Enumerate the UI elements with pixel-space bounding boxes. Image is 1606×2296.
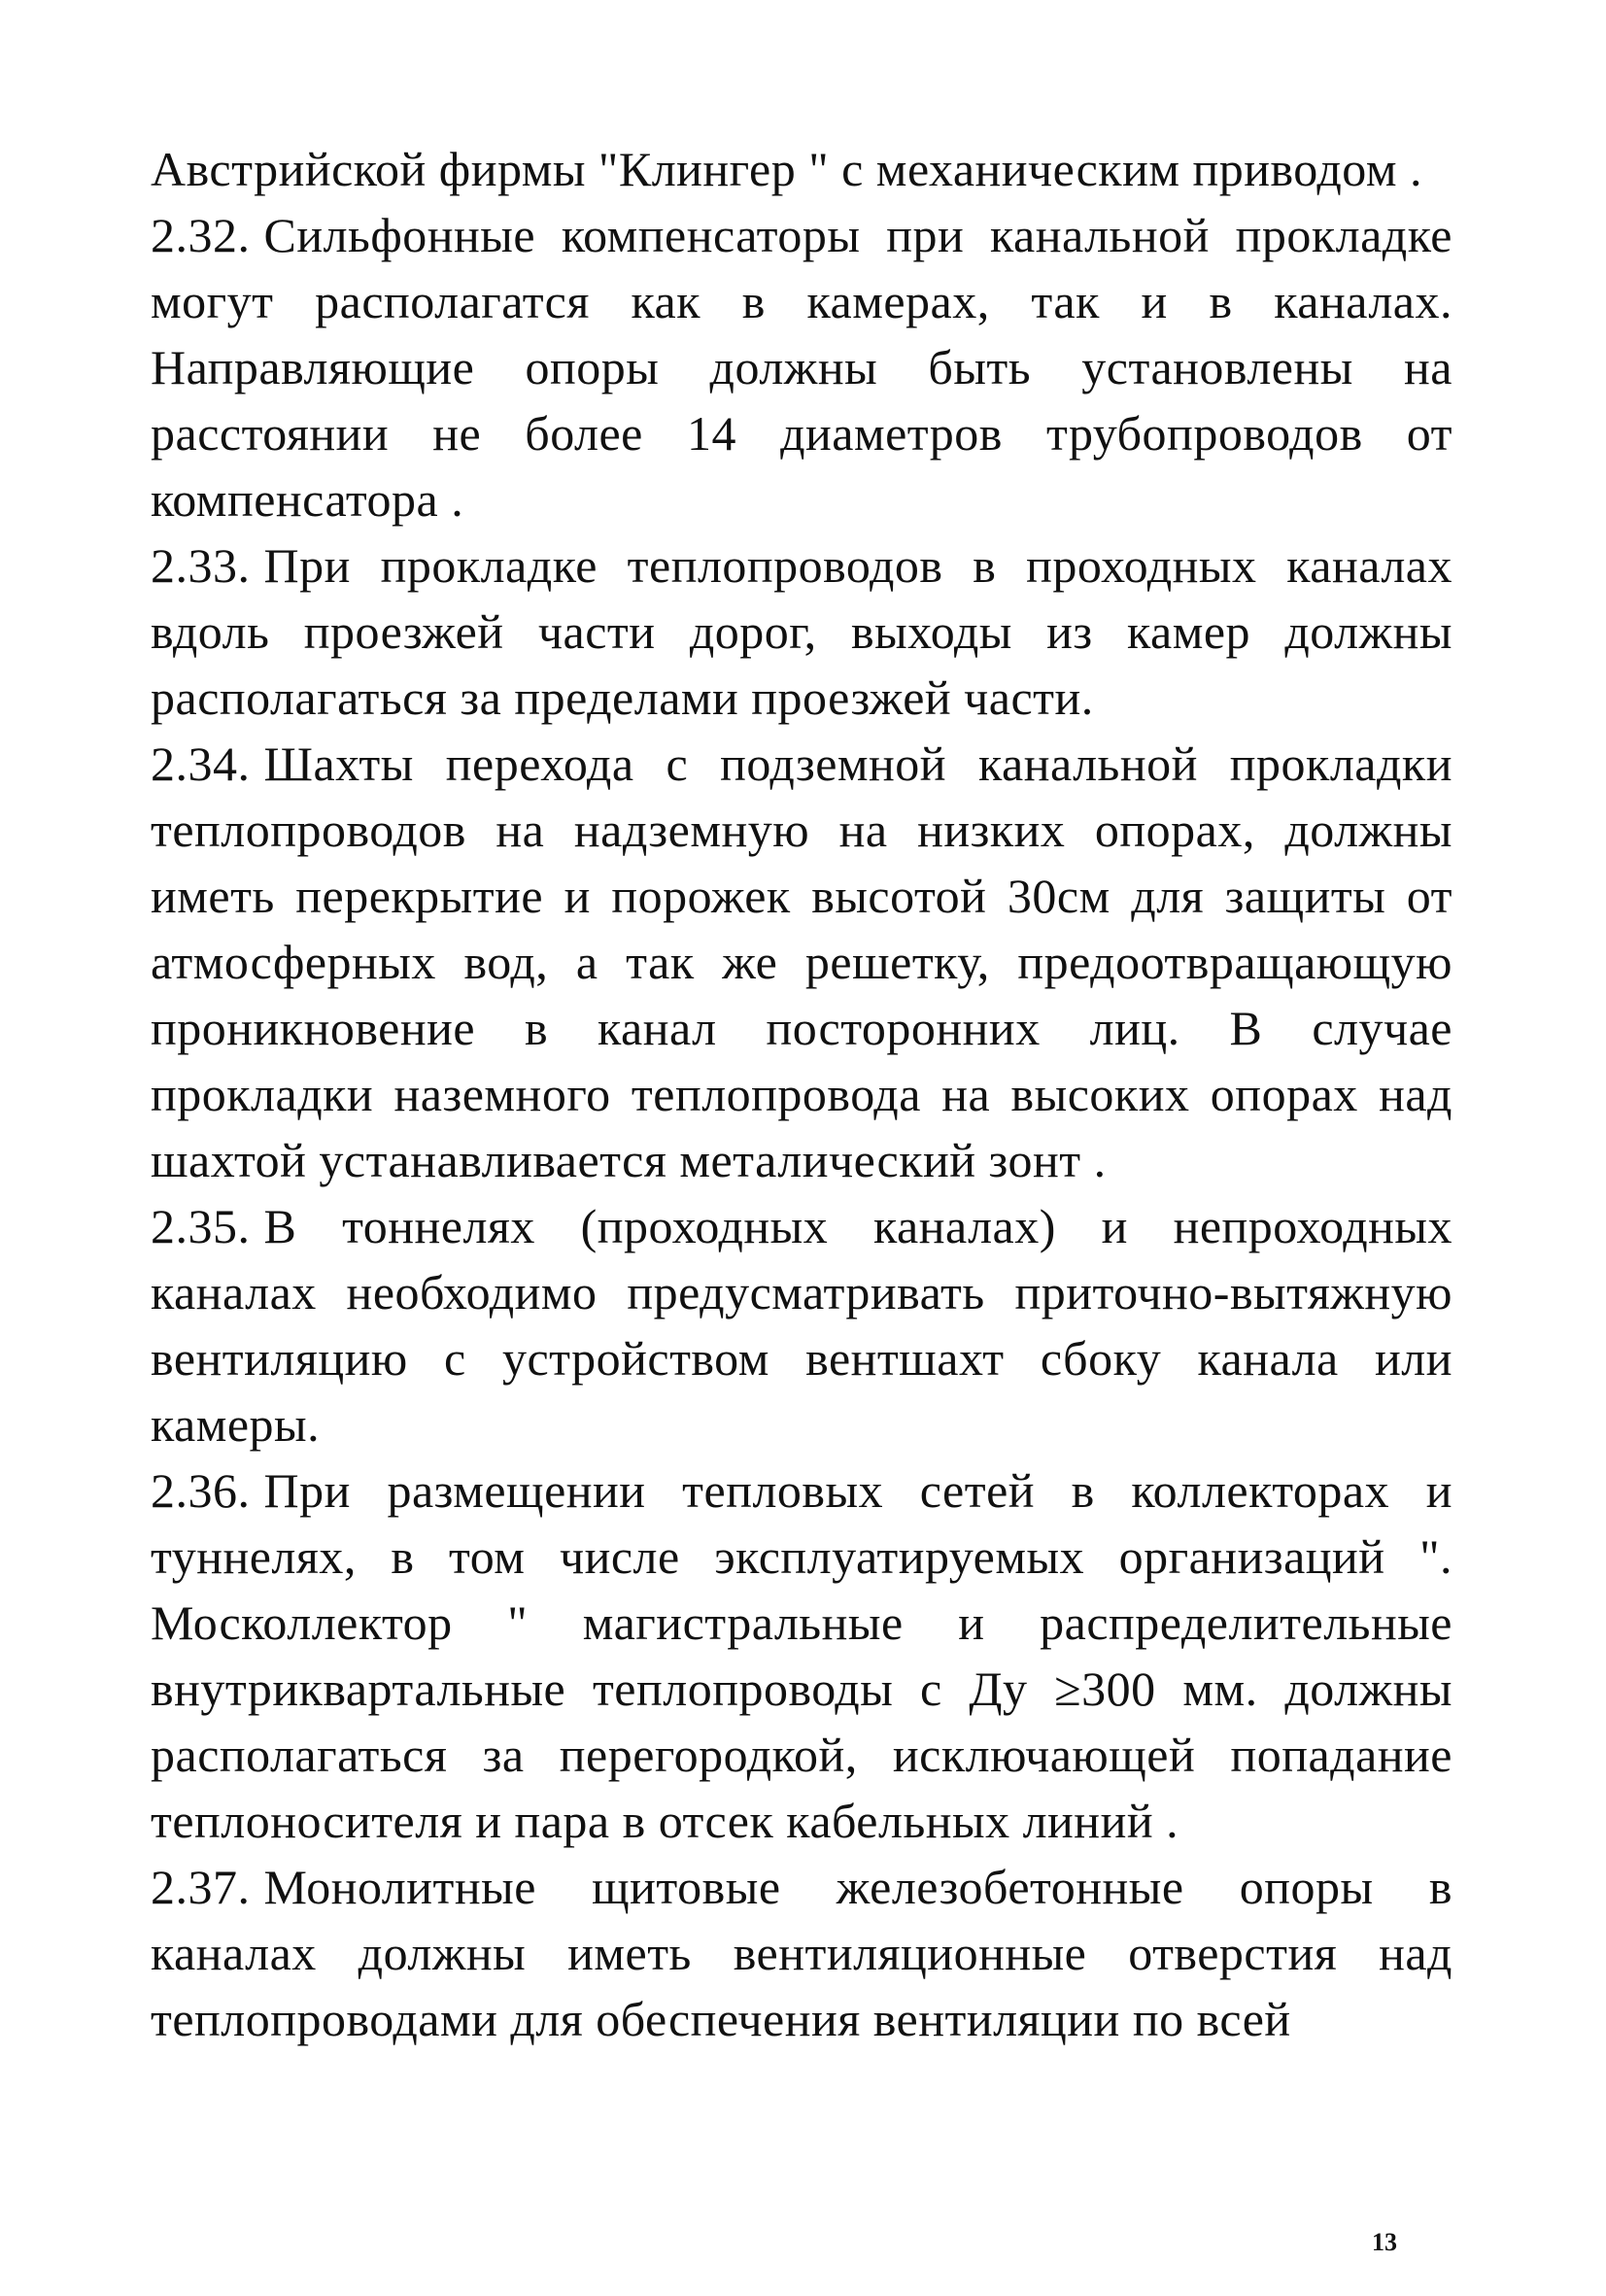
- paragraph-text: Шахты перехода с подземной канальной прокладки теплопроводов на надземную на низких опорах, должны иметь перекрытие и порожек высотой 30см для защиты от атмосферных вод, а так же решетку, предоотвращающую проникновение в канал посторонних лиц. В случае прокладки наземного теплопровода на высоких опорах над шахтой устанавливается металический зонт .: [151, 737, 1452, 1187]
- paragraph-text: При размещении тепловых сетей в коллекторах и туннелях, в том числе эксплуатируемых организаций ". Москоллектор " магистральные и распределительные внутриквартальные теплопроводы с Ду ≥300 мм. должны располагаться за перегородкой, исключающей попадание теплоносителя и пара в отсек кабельных линий .: [151, 1463, 1452, 1848]
- paragraph-text: При прокладке теплопроводов в проходных каналах вдоль проезжей части дорог, выходы из камер должны располагаться за пределами проезжей части.: [151, 538, 1452, 725]
- paragraph-2-34: [151, 731, 1452, 1193]
- body-text: [151, 136, 1452, 2052]
- paragraph-text: В тоннелях (проходных каналах) и непроходных каналах необходимо предусматривать приточно-вытяжную вентиляцию с устройством вентшахт сбоку канала или камеры.: [151, 1199, 1452, 1452]
- paragraph-text: Сильфонные компенсаторы при канальной прокладке могут располагатся как в камерах, так и в каналах. Направляющие опоры должны быть установлены на расстоянии не более 14 диаметров трубопроводов от компенсатора .: [151, 208, 1452, 527]
- paragraph-number: 2.34.: [151, 737, 251, 791]
- paragraph-text: Монолитные щитовые железобетонные опоры в каналах должны иметь вентиляционные отверстия над теплопроводами для обеспечения вентиляции по всей: [151, 1860, 1452, 2046]
- paragraph-number: 2.36.: [151, 1463, 251, 1518]
- paragraph-text: Австрийской фирмы "Клингер " с механическим приводом .: [151, 142, 1422, 196]
- paragraph-number: 2.33.: [151, 538, 251, 593]
- paragraph-number: 2.37.: [151, 1860, 251, 1914]
- paragraph-2-33: [151, 532, 1452, 731]
- page-number: 13: [1372, 2228, 1397, 2256]
- paragraph-2-35: [151, 1193, 1452, 1457]
- paragraph-number: 2.35.: [151, 1199, 251, 1253]
- paragraph-2-32: [151, 202, 1452, 532]
- paragraph-2-36: [151, 1457, 1452, 1854]
- paragraph-number: 2.32.: [151, 208, 251, 262]
- paragraph-2-37: [151, 1854, 1452, 2052]
- paragraph-continuation: [151, 136, 1452, 202]
